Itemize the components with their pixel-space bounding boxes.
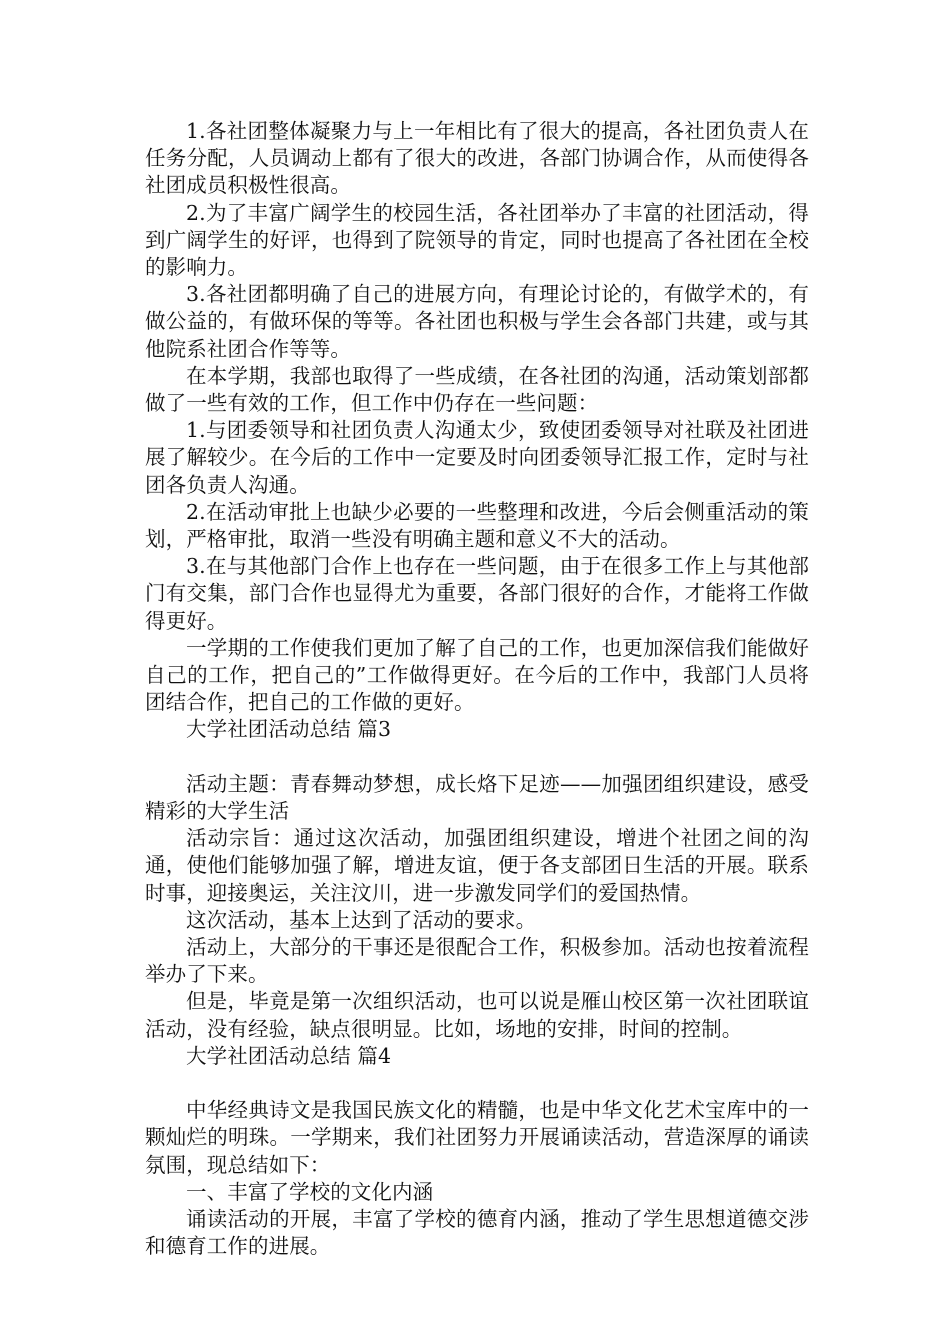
paragraph: 3.各社团都明确了自己的进展方向，有理论讨论的，有做学术的，有做公益的，有做环保的等等。各社团也积极与学生会各部门共建，或与其他院系社团合作等等。 — [145, 282, 809, 361]
paragraph: 3.在与其他部门合作上也存在一些问题，由于在很多工作上与其他部门有交集，部门合作也显得尤为重要，各部门很好的合作，才能将工作做得更好。 — [145, 554, 809, 633]
blank-line — [145, 1070, 809, 1097]
paragraph: 2.为了丰富广阔学生的校园生活，各社团举办了丰富的社团活动，得到广阔学生的好评，也得到了院领导的肯定，同时也提高了各社团在全校的影响力。 — [145, 200, 809, 280]
paragraph: 一、丰富了学校的文化内涵 — [186, 1179, 434, 1204]
paragraph: 诵读活动的开展，丰富了学校的德育内涵，推动了学生思想道德交涉和德育工作的进展。 — [145, 1207, 809, 1259]
paragraph: 2.在活动审批上也缺少必要的一些整理和改进，今后会侧重活动的策划，严格审批，取消一些没有明确主题和意义不大的活动。 — [145, 499, 809, 552]
paragraph: 一学期的工作使我们更加了解了自己的工作，也更加深信我们能做好自己的工作，把自己的”工作做得更好。在今后的工作中，我部门人员将团结合作，把自己的工作做的更好。 — [145, 635, 809, 715]
paragraph: 但是，毕竟是第一次组织活动，也可以说是雁山校区第一次社团联谊活动，没有经验，缺点很明显。比如，场地的安排，时间的控制。 — [145, 989, 809, 1041]
paragraph: 在本学期，我部也取得了一些成绩，在各社团的沟通，活动策划部都做了一些有效的工作，但工作中仍存在一些问题： — [145, 363, 809, 416]
section-heading: 大学社团活动总结 篇4 — [186, 1043, 392, 1068]
paragraph: 活动上，大部分的干事还是很配合工作，积极参加。活动也按着流程举办了下来。 — [145, 935, 809, 987]
paragraph: 1.与团委领导和社团负责人沟通太少，致使团委领导对社联及社团进展了解较少。在今后的工作中一定要及时向团委领导汇报工作，定时与社团各负责人沟通。 — [145, 418, 809, 497]
paragraph: 活动宗旨：通过这次活动，加强团组织建设，增进个社团之间的沟通，使他们能够加强了解，增进友谊，便于各支部团日生活的开展。联系时事，迎接奥运，关注汶川，进一步激发同学们的爱国热情。 — [145, 826, 809, 905]
document-page — [145, 118, 809, 1261]
paragraph: 中华经典诗文是我国民族文化的精髓，也是中华文化艺术宝库中的一颗灿烂的明珠。一学期来，我们社团努力开展诵读活动，营造深厚的诵读氛围，现总结如下： — [145, 1098, 809, 1177]
blank-line — [145, 744, 809, 771]
paragraph: 这次活动，基本上达到了活动的要求。 — [186, 907, 537, 932]
section-heading: 大学社团活动总结 篇3 — [186, 717, 392, 742]
paragraph: 活动主题：青春舞动梦想，成长烙下足迹——加强团组织建设，感受精彩的大学生活 — [145, 771, 809, 824]
paragraph: 1.各社团整体凝聚力与上一年相比有了很大的提高，各社团负责人在任务分配，人员调动上都有了很大的改进，各部门协调合作，从而使得各社团成员积极性很高。 — [145, 119, 809, 198]
